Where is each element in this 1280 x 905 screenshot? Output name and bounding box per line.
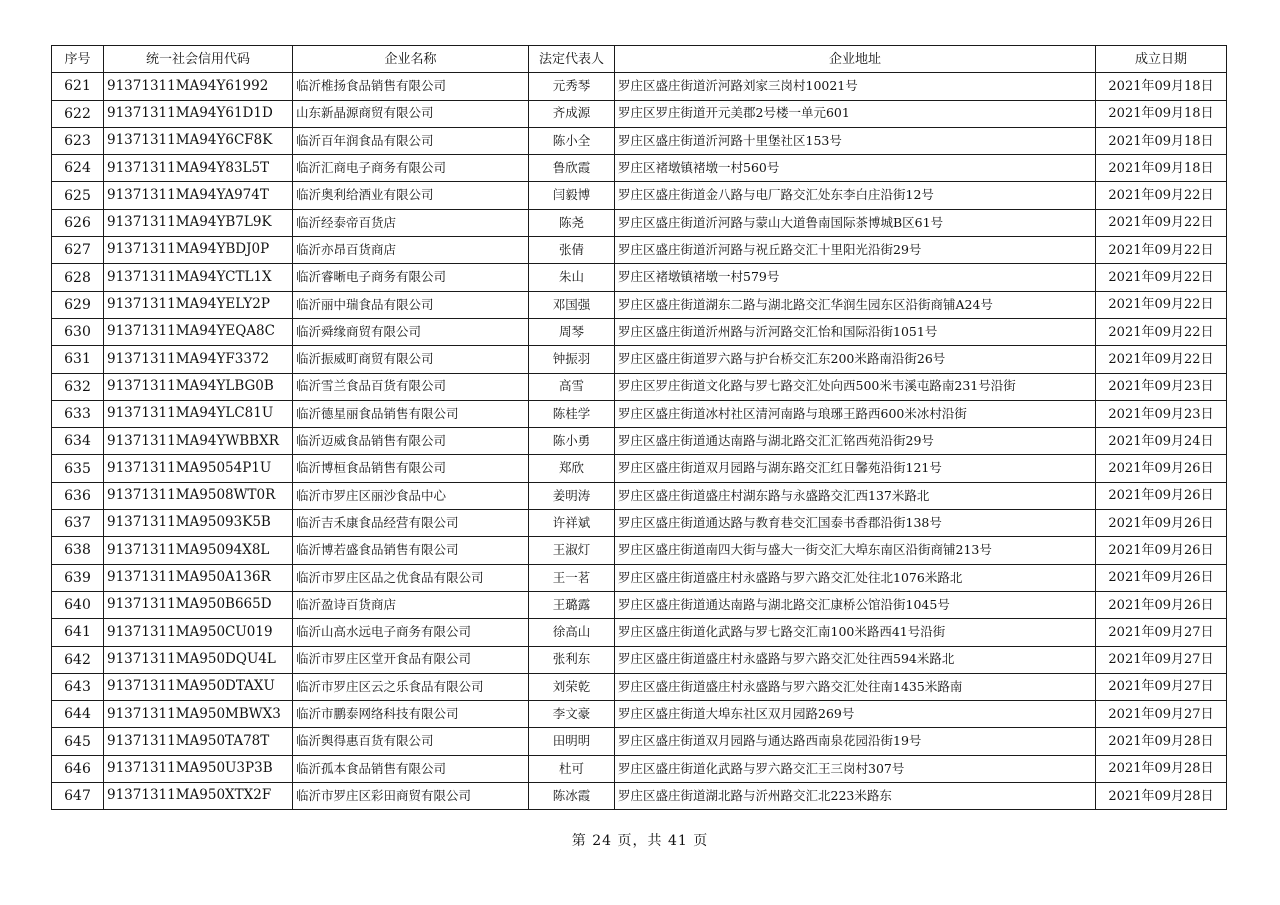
cell-seq: 647 [52,783,104,810]
cell-credit-code: 91371311MA95093K5B [104,510,293,537]
cell-founded-date: 2021年09月26日 [1096,537,1227,564]
cell-company-name: 临沂迈威食品销售有限公司 [293,428,529,455]
cell-credit-code: 91371311MA94YLC81U [104,400,293,427]
cell-credit-code: 91371311MA950B665D [104,591,293,618]
table-row [52,100,1227,127]
cell-seq: 624 [52,155,104,182]
cell-credit-code: 91371311MA94Y61992 [104,73,293,100]
cell-company-name: 山东新晶源商贸有限公司 [293,100,529,127]
cell-credit-code: 91371311MA950U3P3B [104,755,293,782]
cell-founded-date: 2021年09月22日 [1096,209,1227,236]
cell-address: 罗庄区盛庄街道沂河路十里堡社区153号 [615,127,1096,154]
cell-legal-rep: 陈尧 [529,209,615,236]
table-row [52,755,1227,782]
cell-seq: 636 [52,482,104,509]
cell-seq: 627 [52,237,104,264]
header-company-name: 企业名称 [293,46,529,73]
cell-founded-date: 2021年09月22日 [1096,318,1227,345]
cell-founded-date: 2021年09月24日 [1096,428,1227,455]
table-row [52,428,1227,455]
cell-legal-rep: 闫毅博 [529,182,615,209]
cell-address: 罗庄区盛庄街道盛庄村永盛路与罗六路交汇处往西594米路北 [615,646,1096,673]
cell-legal-rep: 姜明涛 [529,482,615,509]
cell-company-name: 临沂椎扬食品销售有限公司 [293,73,529,100]
cell-company-name: 临沂市罗庄区云之乐食品有限公司 [293,673,529,700]
cell-seq: 640 [52,591,104,618]
cell-seq: 621 [52,73,104,100]
cell-founded-date: 2021年09月22日 [1096,346,1227,373]
cell-legal-rep: 王一茗 [529,564,615,591]
cell-address: 罗庄区盛庄街道通达南路与湖北路交汇汇铭西苑沿街29号 [615,428,1096,455]
page-number: 第 24 页，共 41 页 [571,833,709,849]
cell-company-name: 临沂亦昂百货商店 [293,237,529,264]
cell-address: 罗庄区盛庄街道盛庄村永盛路与罗六路交汇处往北1076米路北 [615,564,1096,591]
cell-legal-rep: 田明明 [529,728,615,755]
cell-legal-rep: 朱山 [529,264,615,291]
cell-company-name: 临沂市罗庄区品之优食品有限公司 [293,564,529,591]
cell-founded-date: 2021年09月27日 [1096,701,1227,728]
cell-address: 罗庄区盛庄街道化武路与罗七路交汇南100米路西41号沿街 [615,619,1096,646]
cell-seq: 625 [52,182,104,209]
cell-founded-date: 2021年09月26日 [1096,455,1227,482]
header-address: 企业地址 [615,46,1096,73]
cell-legal-rep: 周琴 [529,318,615,345]
cell-company-name: 临沂睿晰电子商务有限公司 [293,264,529,291]
cell-founded-date: 2021年09月26日 [1096,591,1227,618]
table-row [52,455,1227,482]
cell-address: 罗庄区盛庄街道湖东二路与湖北路交汇华润生园东区沿街商铺A24号 [615,291,1096,318]
cell-address: 罗庄区盛庄街道罗六路与护台桥交汇东200米路南沿街26号 [615,346,1096,373]
cell-founded-date: 2021年09月26日 [1096,482,1227,509]
cell-legal-rep: 李文豪 [529,701,615,728]
cell-address: 罗庄区盛庄街道金八路与电厂路交汇处东李白庄沿街12号 [615,182,1096,209]
cell-founded-date: 2021年09月18日 [1096,100,1227,127]
cell-company-name: 临沂经泰帝百货店 [293,209,529,236]
cell-seq: 628 [52,264,104,291]
cell-seq: 626 [52,209,104,236]
header-founded-date: 成立日期 [1096,46,1227,73]
cell-company-name: 临沂丽中瑞食品有限公司 [293,291,529,318]
cell-legal-rep: 王淑灯 [529,537,615,564]
cell-legal-rep: 陈冰霞 [529,783,615,810]
cell-company-name: 临沂盈诗百货商店 [293,591,529,618]
cell-address: 罗庄区盛庄街道湖北路与沂州路交汇北223米路东 [615,783,1096,810]
table-row [52,482,1227,509]
cell-legal-rep: 钟振羽 [529,346,615,373]
cell-credit-code: 91371311MA94YB7L9K [104,209,293,236]
cell-address: 罗庄区盛庄街道通达南路与湖北路交汇康桥公馆沿街1045号 [615,591,1096,618]
table-row [52,373,1227,400]
cell-credit-code: 91371311MA950TA78T [104,728,293,755]
cell-credit-code: 91371311MA95054P1U [104,455,293,482]
table-row [52,591,1227,618]
cell-address: 罗庄区盛庄街道沂河路刘家三岗村10021号 [615,73,1096,100]
cell-legal-rep: 陈小勇 [529,428,615,455]
table-row [52,510,1227,537]
cell-address: 罗庄区盛庄街道双月园路与通达路西南泉花园沿街19号 [615,728,1096,755]
cell-credit-code: 91371311MA950DQU4L [104,646,293,673]
cell-address: 罗庄区褚墩镇褚墩一村579号 [615,264,1096,291]
cell-company-name: 临沂雪兰食品百货有限公司 [293,373,529,400]
cell-seq: 646 [52,755,104,782]
cell-address: 罗庄区盛庄街道沂州路与沂河路交汇怡和国际沿街1051号 [615,318,1096,345]
table-row [52,127,1227,154]
cell-seq: 631 [52,346,104,373]
table-row [52,209,1227,236]
cell-founded-date: 2021年09月22日 [1096,237,1227,264]
cell-company-name: 临沂市罗庄区丽沙食品中心 [293,482,529,509]
cell-credit-code: 91371311MA94YF3372 [104,346,293,373]
cell-address: 罗庄区盛庄街道南四大街与盛大一街交汇大埠东南区沿街商铺213号 [615,537,1096,564]
cell-legal-rep: 杜可 [529,755,615,782]
cell-credit-code: 91371311MA94YBDJ0P [104,237,293,264]
cell-seq: 638 [52,537,104,564]
cell-legal-rep: 邓国强 [529,291,615,318]
cell-seq: 641 [52,619,104,646]
cell-legal-rep: 许祥斌 [529,510,615,537]
enterprise-table [51,45,1227,810]
cell-address: 罗庄区罗庄街道开元美郡2号楼一单元601 [615,100,1096,127]
table-row [52,291,1227,318]
cell-company-name: 临沂吉禾康食品经营有限公司 [293,510,529,537]
cell-company-name: 临沂舜缘商贸有限公司 [293,318,529,345]
table-row [52,400,1227,427]
table-body [52,73,1227,810]
table-row [52,182,1227,209]
cell-address: 罗庄区盛庄街道大埠东社区双月园路269号 [615,701,1096,728]
cell-founded-date: 2021年09月28日 [1096,728,1227,755]
cell-legal-rep: 陈小全 [529,127,615,154]
cell-address: 罗庄区罗庄街道文化路与罗七路交汇处向西500米韦溪屯路南231号沿街 [615,373,1096,400]
cell-credit-code: 91371311MA94YCTL1X [104,264,293,291]
cell-seq: 635 [52,455,104,482]
cell-seq: 634 [52,428,104,455]
cell-company-name: 临沂博若盛食品销售有限公司 [293,537,529,564]
cell-legal-rep: 刘荣乾 [529,673,615,700]
cell-address: 罗庄区盛庄街道沂河路与祝丘路交汇十里阳光沿街29号 [615,237,1096,264]
cell-address: 罗庄区盛庄街道冰村社区清河南路与琅琊王路西600米冰村沿街 [615,400,1096,427]
cell-address: 罗庄区褚墩镇褚墩一村560号 [615,155,1096,182]
table-row [52,619,1227,646]
table-row [52,264,1227,291]
cell-credit-code: 91371311MA94YA974T [104,182,293,209]
table-row [52,646,1227,673]
header-seq: 序号 [52,46,104,73]
cell-founded-date: 2021年09月27日 [1096,619,1227,646]
cell-seq: 632 [52,373,104,400]
cell-founded-date: 2021年09月26日 [1096,510,1227,537]
cell-company-name: 临沂德星丽食品销售有限公司 [293,400,529,427]
cell-legal-rep: 徐高山 [529,619,615,646]
cell-company-name: 临沂市罗庄区彩田商贸有限公司 [293,783,529,810]
cell-company-name: 临沂舆得惠百货有限公司 [293,728,529,755]
table-row [52,346,1227,373]
cell-founded-date: 2021年09月18日 [1096,127,1227,154]
cell-founded-date: 2021年09月28日 [1096,755,1227,782]
cell-address: 罗庄区盛庄街道沂河路与蒙山大道鲁南国际茶博城B区61号 [615,209,1096,236]
cell-credit-code: 91371311MA95094X8L [104,537,293,564]
cell-legal-rep: 鲁欣霞 [529,155,615,182]
cell-seq: 645 [52,728,104,755]
cell-credit-code: 91371311MA950DTAXU [104,673,293,700]
cell-founded-date: 2021年09月18日 [1096,155,1227,182]
table-row [52,537,1227,564]
cell-seq: 622 [52,100,104,127]
cell-company-name: 临沂山高水远电子商务有限公司 [293,619,529,646]
cell-credit-code: 91371311MA950CU019 [104,619,293,646]
table-row [52,318,1227,345]
cell-seq: 623 [52,127,104,154]
cell-founded-date: 2021年09月23日 [1096,400,1227,427]
cell-founded-date: 2021年09月22日 [1096,264,1227,291]
table-row [52,155,1227,182]
cell-legal-rep: 齐成源 [529,100,615,127]
cell-seq: 642 [52,646,104,673]
cell-credit-code: 91371311MA94YELY2P [104,291,293,318]
cell-company-name: 临沂振威町商贸有限公司 [293,346,529,373]
cell-company-name: 临沂博桓食品销售有限公司 [293,455,529,482]
cell-founded-date: 2021年09月28日 [1096,783,1227,810]
cell-legal-rep: 张利东 [529,646,615,673]
cell-seq: 643 [52,673,104,700]
cell-legal-rep: 元秀琴 [529,73,615,100]
cell-address: 罗庄区盛庄街道双月园路与湖东路交汇红日馨苑沿街121号 [615,455,1096,482]
cell-founded-date: 2021年09月18日 [1096,73,1227,100]
table-row [52,783,1227,810]
cell-seq: 644 [52,701,104,728]
cell-founded-date: 2021年09月26日 [1096,564,1227,591]
cell-legal-rep: 郑欣 [529,455,615,482]
cell-address: 罗庄区盛庄街道化武路与罗六路交汇王三岗村307号 [615,755,1096,782]
cell-credit-code: 91371311MA94YLBG0B [104,373,293,400]
cell-seq: 639 [52,564,104,591]
cell-founded-date: 2021年09月22日 [1096,182,1227,209]
cell-credit-code: 91371311MA94Y61D1D [104,100,293,127]
cell-legal-rep: 陈桂学 [529,400,615,427]
cell-company-name: 临沂市鹏泰网络科技有限公司 [293,701,529,728]
cell-address: 罗庄区盛庄街道通达路与教育巷交汇国泰书香郡沿街138号 [615,510,1096,537]
cell-address: 罗庄区盛庄街道盛庄村永盛路与罗六路交汇处往南1435米路南 [615,673,1096,700]
cell-credit-code: 91371311MA94YEQA8C [104,318,293,345]
cell-company-name: 临沂汇商电子商务有限公司 [293,155,529,182]
cell-legal-rep: 张倩 [529,237,615,264]
header-credit-code: 统一社会信用代码 [104,46,293,73]
cell-company-name: 临沂市罗庄区堂开食品有限公司 [293,646,529,673]
table-row [52,701,1227,728]
cell-seq: 629 [52,291,104,318]
cell-credit-code: 91371311MA94Y6CF8K [104,127,293,154]
cell-founded-date: 2021年09月27日 [1096,673,1227,700]
table-row [52,564,1227,591]
table-header-row [52,46,1227,73]
cell-credit-code: 91371311MA94Y83L5T [104,155,293,182]
cell-founded-date: 2021年09月22日 [1096,291,1227,318]
cell-company-name: 临沂奥利给酒业有限公司 [293,182,529,209]
cell-legal-rep: 高雪 [529,373,615,400]
cell-seq: 630 [52,318,104,345]
table-row [52,728,1227,755]
cell-company-name: 临沂百年润食品有限公司 [293,127,529,154]
cell-founded-date: 2021年09月27日 [1096,646,1227,673]
cell-seq: 633 [52,400,104,427]
cell-credit-code: 91371311MA94YWBBXR [104,428,293,455]
cell-credit-code: 91371311MA950XTX2F [104,783,293,810]
table-row [52,73,1227,100]
cell-credit-code: 91371311MA950A136R [104,564,293,591]
cell-address: 罗庄区盛庄街道盛庄村湖东路与永盛路交汇西137米路北 [615,482,1096,509]
header-legal-rep: 法定代表人 [529,46,615,73]
cell-company-name: 临沂孤本食品销售有限公司 [293,755,529,782]
cell-legal-rep: 王璐露 [529,591,615,618]
table-row [52,237,1227,264]
cell-seq: 637 [52,510,104,537]
table-row [52,673,1227,700]
cell-credit-code: 91371311MA950MBWX3 [104,701,293,728]
cell-credit-code: 91371311MA9508WT0R [104,482,293,509]
cell-founded-date: 2021年09月23日 [1096,373,1227,400]
